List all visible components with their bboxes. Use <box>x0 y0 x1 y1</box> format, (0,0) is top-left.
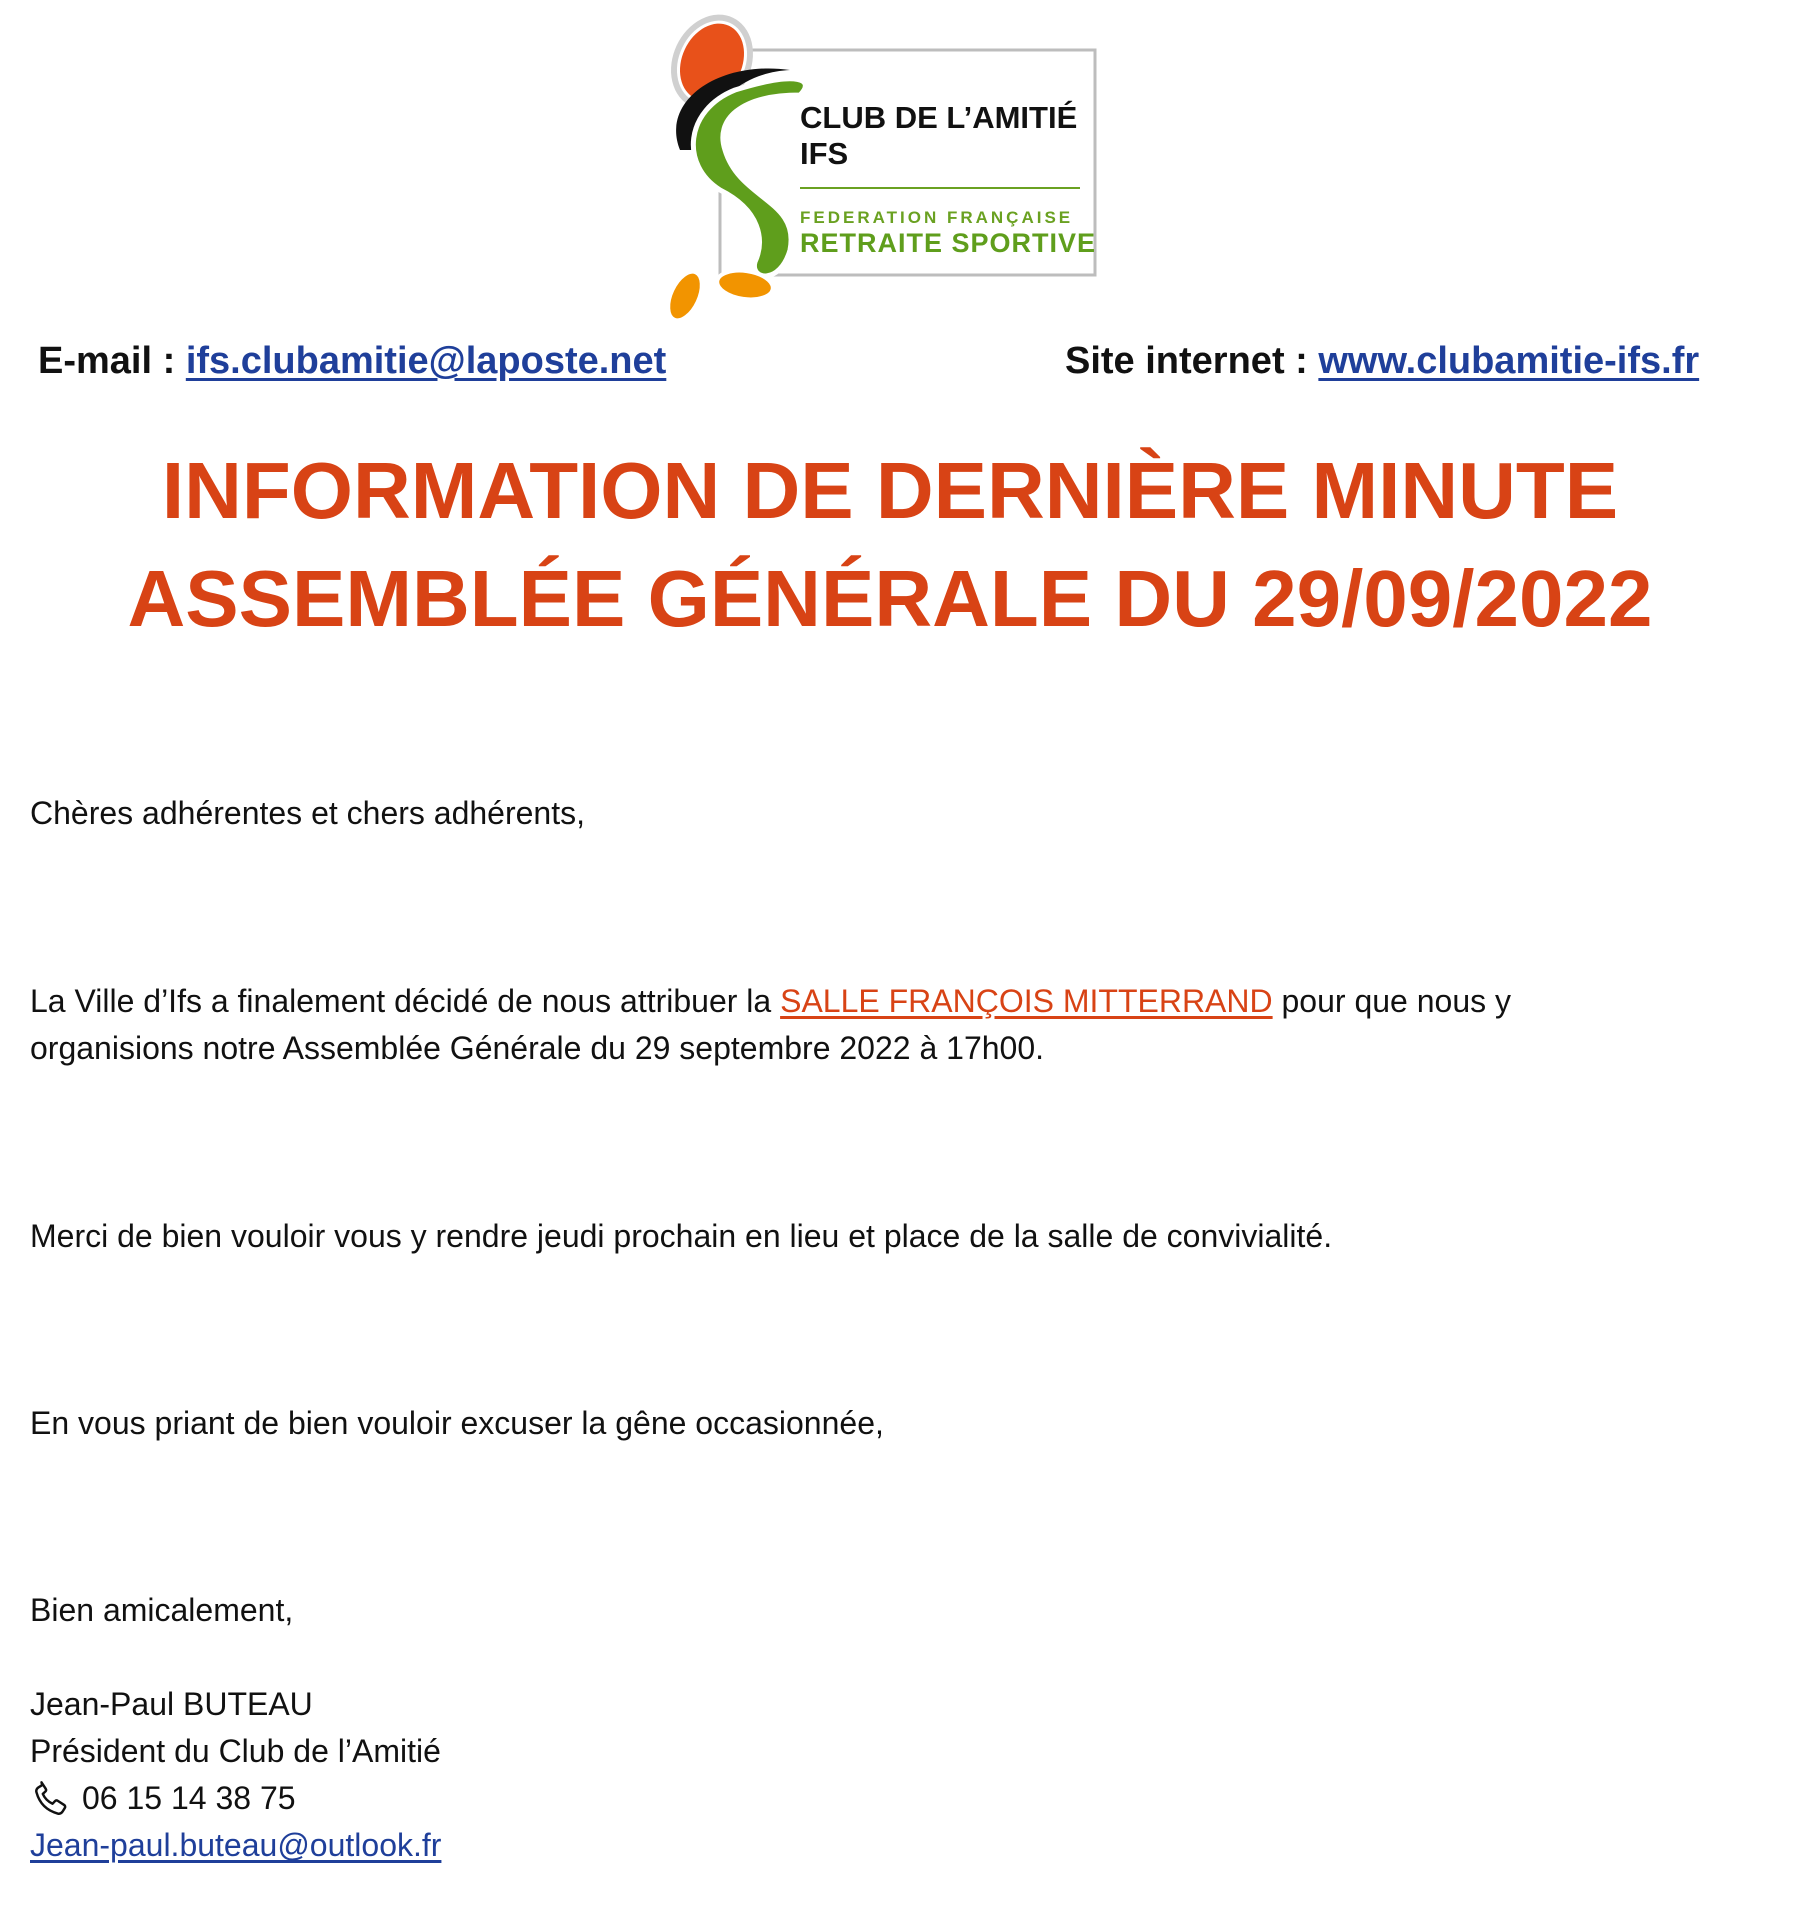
logo-line1: CLUB DE L’AMITIÉ <box>800 100 1078 135</box>
logo-title <box>800 100 1077 172</box>
signature-email-link[interactable]: Jean-paul.buteau@outlook.fr <box>30 1827 442 1863</box>
signature-role: Président du Club de l’Amitié <box>30 1733 441 1769</box>
paragraph-apology: En vous priant de bien vouloir excuser la gêne occasionnée, <box>30 1405 884 1441</box>
venue-highlight: SALLE FRANÇOIS MITTERRAND <box>780 983 1273 1019</box>
signature-phone-row <box>30 1775 1730 1822</box>
logo-federation: FEDERATION FRANÇAISE <box>800 208 1074 227</box>
signature-block <box>30 1681 1730 1869</box>
logo-foot-left <box>661 267 708 326</box>
venue-line2: organisions notre Assemblée Générale du 29 septembre 2022 à 17h00. <box>30 1030 1045 1066</box>
logo-retraite: RETRAITE SPORTIVE <box>800 228 1097 258</box>
email-link[interactable]: ifs.clubamitie@laposte.net <box>185 340 667 382</box>
email-label: E-mail : <box>38 340 176 382</box>
paragraph-instructions: Merci de bien vouloir vous y rendre jeudi prochain en lieu et place de la salle de convivialité. <box>30 1218 1333 1254</box>
site-label: Site internet : <box>1065 340 1308 382</box>
closing: Bien amicalement, <box>30 1592 294 1628</box>
title-line2: ASSEMBLÉE GÉNÉRALE DU 29/09/2022 <box>127 554 1653 643</box>
paragraph-venue <box>30 978 1730 1072</box>
email-contact <box>38 338 666 384</box>
title-line1: INFORMATION DE DERNIÈRE MINUTE <box>161 446 1619 535</box>
signature-phone: 06 15 14 38 75 <box>82 1780 296 1816</box>
signature-name: Jean-Paul BUTEAU <box>30 1686 313 1722</box>
greeting: Chères adhérentes et chers adhérents, <box>30 795 585 831</box>
venue-text-start: La Ville d’Ifs a finalement décidé de nous attribuer la <box>30 983 781 1019</box>
venue-text-end: pour que nous y <box>1272 983 1511 1019</box>
logo-line2: IFS <box>800 136 849 171</box>
site-contact <box>1065 338 1699 384</box>
phone-icon <box>30 1778 72 1820</box>
site-link[interactable]: www.clubamitie-ifs.fr <box>1318 340 1700 382</box>
